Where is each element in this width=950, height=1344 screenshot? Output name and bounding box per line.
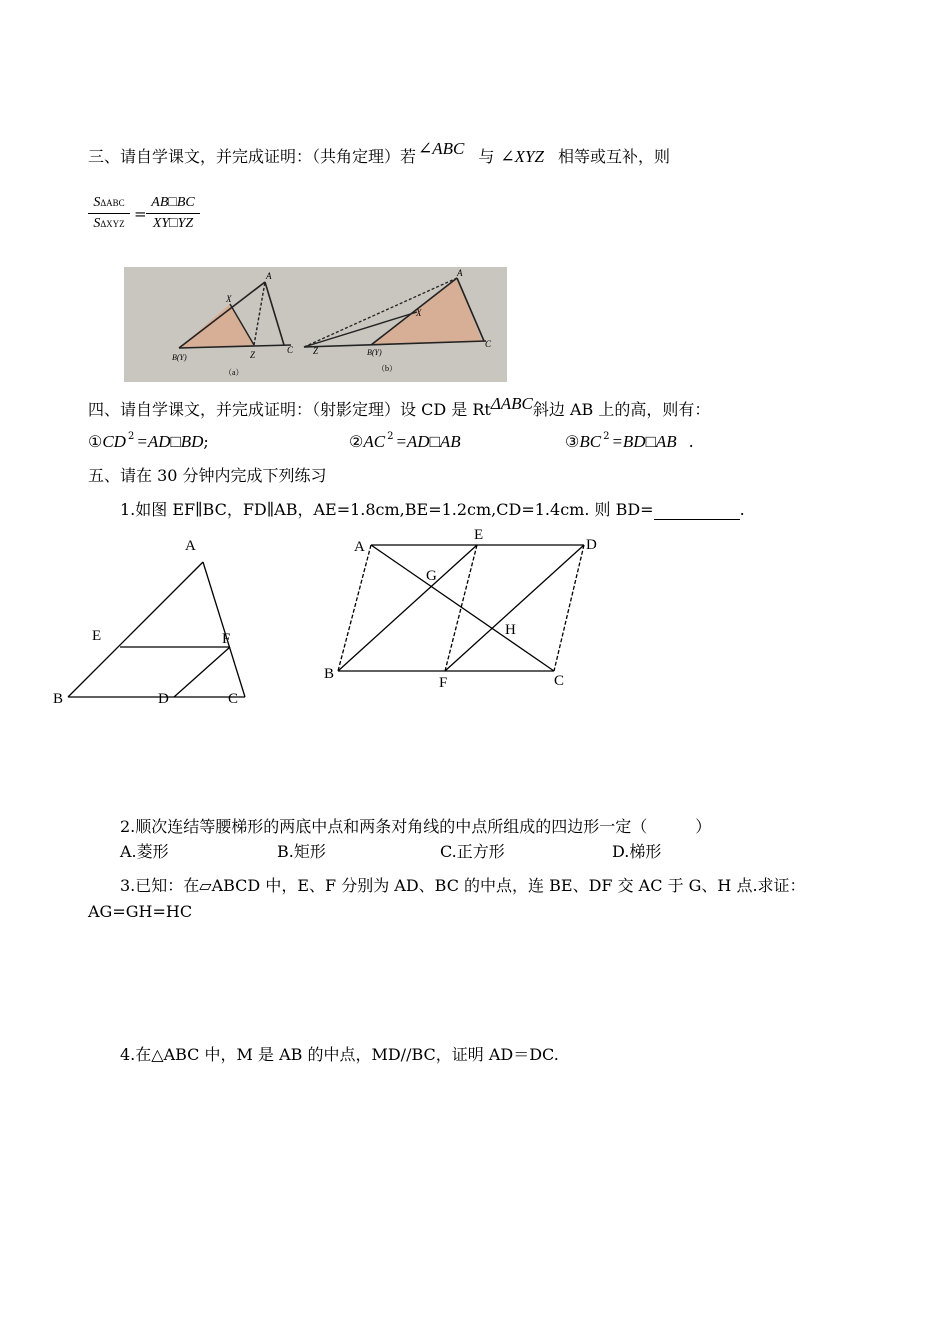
- fraction-bar: [146, 213, 200, 214]
- label-c: C: [554, 673, 565, 689]
- label-g: G: [426, 568, 437, 584]
- label-d: D: [158, 691, 169, 707]
- formula-s2-sub: ΔXYZ: [100, 219, 125, 229]
- section3-line: [88, 139, 670, 167]
- question-3-line2: AG=GH=HC: [88, 902, 193, 921]
- formula-right-fraction: [146, 194, 200, 233]
- formula-s1: S: [93, 195, 101, 210]
- triangle-abc: ΔABC: [490, 394, 533, 413]
- q2-option-a[interactable]: A.菱形: [120, 842, 169, 861]
- label-a: A: [185, 538, 196, 554]
- q1-text: 1.如图 EF∥BC，FD∥AB，AE=1.8cm,BE=1.2cm,CD=1.4cm. 则 BD=: [120, 500, 654, 519]
- projection-item-1: [88, 427, 209, 452]
- pt-a-x: X: [226, 294, 232, 304]
- q1-answer-blank[interactable]: [654, 504, 740, 520]
- item-1-lhs: CD: [102, 432, 126, 451]
- label-b: B: [53, 691, 64, 707]
- item-3-lhs: BC: [579, 432, 602, 451]
- question-3-line1: 3.已知：在▱ABCD 中，E、F 分别为 AD、BC 的中点，连 BE、DF 交 AC 于 G、H 点.求证：: [120, 876, 806, 895]
- fig-b-caption: （b）: [377, 364, 397, 373]
- q2-option-d[interactable]: D.梯形: [612, 842, 662, 861]
- parallelogram-figure: [320, 520, 600, 695]
- fig-a-caption: （a）: [224, 368, 244, 377]
- item-1-exp: 2: [127, 431, 135, 442]
- label-a: A: [354, 539, 365, 555]
- formula-s1-sub: ΔABC: [100, 198, 125, 208]
- item-3-rhs: =BD□AB: [611, 432, 677, 451]
- label-h: H: [505, 622, 516, 638]
- fraction-bar: [88, 213, 130, 214]
- question-2: 2.顺次连结等腰梯形的两底中点和两条对角线的中点所组成的四边形一定（ ）: [120, 817, 712, 836]
- label-e: E: [474, 527, 484, 543]
- question-1: [120, 500, 745, 520]
- pt-b-z: Z: [313, 346, 319, 356]
- angle-abc: ∠ABC: [418, 139, 465, 158]
- item-3-end: .: [688, 432, 694, 451]
- item-2-exp: 2: [387, 431, 394, 442]
- label-f: F: [222, 631, 231, 647]
- formula-s2: S: [93, 216, 101, 231]
- pt-b-c: C: [485, 339, 492, 349]
- label-b: B: [324, 666, 335, 682]
- projection-item-2: [349, 427, 461, 452]
- label-e: E: [92, 628, 102, 644]
- pt-a-b: B(Y): [172, 353, 187, 362]
- formula-equals: =: [134, 205, 147, 223]
- pt-b-a: A: [457, 268, 463, 278]
- projection-item-3: [565, 427, 694, 452]
- angle-xyz: ∠XYZ: [500, 147, 544, 166]
- item-1-rhs: =AD□BD: [136, 432, 204, 451]
- pt-a-a: A: [266, 271, 272, 281]
- q2-option-c[interactable]: C.正方形: [440, 842, 505, 861]
- q2-option-b[interactable]: B.矩形: [277, 842, 326, 861]
- question-4: 4.在△ABC 中，M 是 AB 的中点，MD//BC，证明 AD＝DC.: [120, 1045, 559, 1064]
- section4-line: [88, 394, 711, 420]
- pt-a-z: Z: [250, 350, 256, 360]
- formula-ab-bc: AB□BC: [151, 195, 195, 210]
- triangle-figure: [48, 535, 258, 710]
- section3-prefix: 三、请自学课文，并完成证明：（共角定理）若: [88, 147, 417, 166]
- item-1-end: ;: [203, 432, 209, 451]
- pt-b-b: B(Y): [367, 348, 382, 357]
- label-c: C: [228, 691, 239, 707]
- pt-b-x: X: [416, 308, 422, 318]
- section4-suffix: 斜边 AB 上的高，则有：: [532, 400, 711, 419]
- formula-xy-yz: XY□YZ: [152, 216, 194, 231]
- item-2-lhs: AC: [363, 432, 386, 451]
- section4-prefix: 四、请自学课文，并完成证明：（射影定理）设 CD 是 Rt: [88, 400, 491, 419]
- pt-a-c: C: [287, 345, 294, 355]
- label-f: F: [439, 675, 448, 691]
- section3-suffix: 相等或互补，则: [557, 147, 670, 166]
- section3-mid: 与: [478, 147, 495, 166]
- item-3-mark: ③: [565, 432, 580, 451]
- formula-left-fraction: [88, 194, 130, 233]
- item-3-exp: 2: [603, 431, 610, 442]
- section5-title: 五、请在 30 分钟内完成下列练习: [88, 466, 327, 485]
- item-2-rhs: =AD□AB: [395, 432, 461, 451]
- co-angle-figure-photo: [124, 267, 507, 382]
- label-d: D: [586, 537, 597, 553]
- item-2-mark: ②: [349, 432, 364, 451]
- q1-end: .: [739, 500, 745, 519]
- item-1-mark: ①: [88, 432, 103, 451]
